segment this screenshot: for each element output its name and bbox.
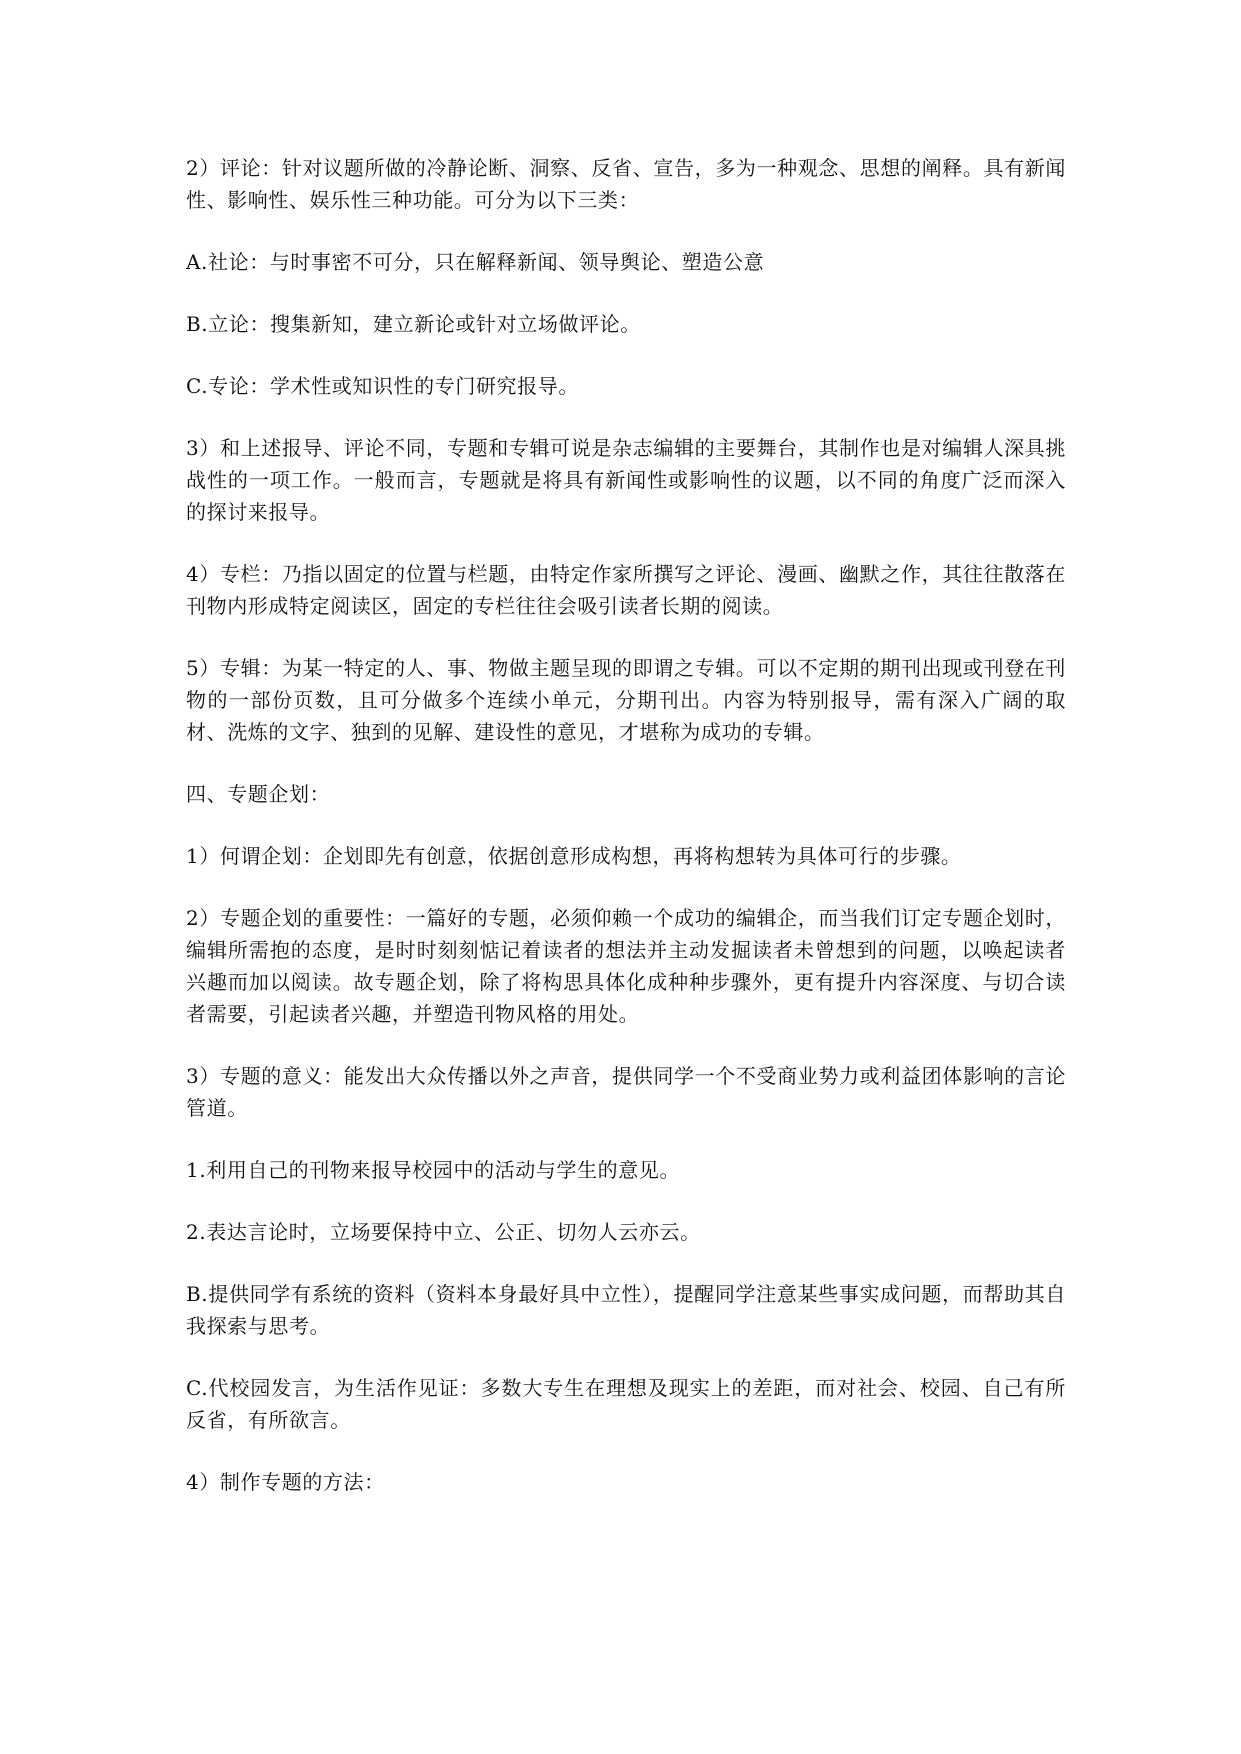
list-item-c: C.代校园发言，为生活作见证：多数大专生在理想及现实上的差距，而对社会、校园、自己有所反省，有所欲言。 <box>186 1376 1066 1432</box>
paragraph-planning-importance: 2）专题企划的重要性：一篇好的专题，必须仰赖一个成功的编辑企，而当我们订定专题企划时，编辑所需抱的态度，是时时刻刻惦记着读者的想法并主动发掘读者未曾想到的问题，以唤起读者兴趣而加以阅读。故专题企划，除了将构思具体化成种种步骤外，更有提升内容深度、与切合读者需要，引起读者兴趣，并塑造刊物风格的用处。 <box>186 906 1066 1026</box>
document-body <box>186 152 1066 1528</box>
paragraph-production-method: 4）制作专题的方法： <box>186 1470 385 1494</box>
paragraph-special-edition: 5）专辑：为某一特定的人、事、物做主题呈现的即谓之专辑。可以不定期的期刊出现或刊登在刊物的一部份页数，且可分做多个连续小单元，分期刊出。内容为特别报导，需有深入广阔的取材、洗炼的文字、独到的见解、建设性的意见，才堪称为成功的专辑。 <box>186 656 1066 744</box>
paragraph-column: 4）专栏：乃指以固定的位置与栏题，由特定作家所撰写之评论、漫画、幽默之作，其往往散落在刊物内形成特定阅读区，固定的专栏往往会吸引读者长期的阅读。 <box>186 562 1066 618</box>
paragraph-argument: B.立论：搜集新知，建立新论或针对立场做评论。 <box>186 312 641 336</box>
paragraph-editorial: A.社论：与时事密不可分，只在解释新闻、领导舆论、塑造公意 <box>186 250 765 274</box>
paragraph-what-is-planning: 1）何谓企划：企划即先有创意，依据创意形成构想，再将构想转为具体可行的步骤。 <box>186 844 962 868</box>
paragraph-special-topic: 3）和上述报导、评论不同，专题和专辑可说是杂志编辑的主要舞台，其制作也是对编辑人深具挑战性的一项工作。一般而言，专题就是将具有新闻性或影响性的议题，以不同的角度广泛而深入的探讨来报导。 <box>186 436 1066 524</box>
list-item-b: B.提供同学有系统的资料（资料本身最好具中立性），提醒同学注意某些事实成问题，而帮助其自我探索与思考。 <box>186 1282 1066 1338</box>
list-item-2: 2.表达言论时，立场要保持中立、公正、切勿人云亦云。 <box>186 1220 701 1244</box>
list-item-1: 1.利用自己的刊物来报导校园中的活动与学生的意见。 <box>186 1158 681 1182</box>
paragraph-special-essay: C.专论：学术性或知识性的专门研究报导。 <box>186 374 579 398</box>
paragraph-commentary: 2）评论：针对议题所做的冷静论断、洞察、反省、宣告，多为一种观念、思想的阐释。具有新闻性、影响性、娱乐性三种功能。可分为以下三类： <box>186 156 1066 212</box>
section-heading-topic-planning: 四、专题企划： <box>186 782 331 806</box>
paragraph-topic-meaning: 3）专题的意义：能发出大众传播以外之声音，提供同学一个不受商业势力或利益团体影响的言论管道。 <box>186 1064 1066 1120</box>
